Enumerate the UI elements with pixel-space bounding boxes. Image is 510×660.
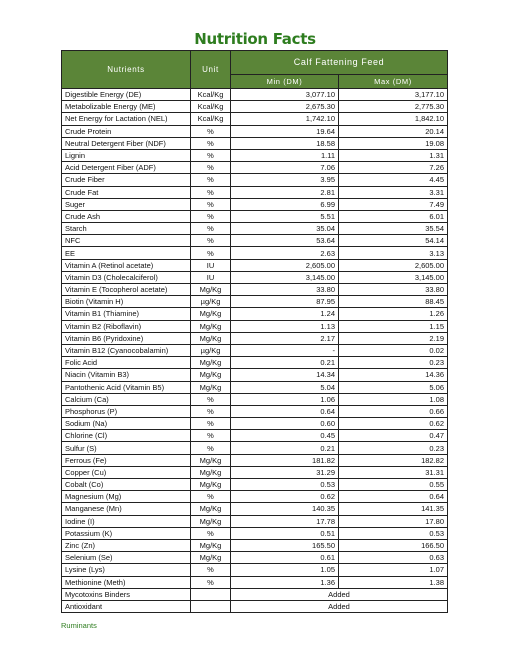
nutrient-max: 3,145.00 [339,271,448,283]
nutrient-name: Neutral Detergent Fiber (NDF) [62,137,191,149]
nutrient-name: Crude Fat [62,186,191,198]
nutrient-max: 4.45 [339,174,448,186]
header-max: Max (DM) [339,74,448,88]
nutrient-name: EE [62,247,191,259]
table-row [62,479,448,491]
nutrient-min: 2.63 [231,247,339,259]
nutrient-unit: µg/Kg [191,344,231,356]
nutrient-max: 0.62 [339,418,448,430]
table-row [62,235,448,247]
table-row [62,357,448,369]
nutrient-name: Crude Protein [62,125,191,137]
nutrient-min: 0.21 [231,357,339,369]
nutrient-name: Vitamin B6 (Pyridoxine) [62,332,191,344]
nutrient-name: Acid Detergent Fiber (ADF) [62,162,191,174]
nutrient-max: 1.08 [339,393,448,405]
nutrient-name: Sodium (Na) [62,418,191,430]
nutrient-name: Phosphorus (P) [62,405,191,417]
nutrient-name: Pantothenic Acid (Vitamin B5) [62,381,191,393]
nutrient-name: Vitamin B1 (Thiamine) [62,308,191,320]
nutrient-min: 140.35 [231,503,339,515]
nutrient-unit: Mg/Kg [191,552,231,564]
nutrient-min: 31.29 [231,466,339,478]
nutrient-unit: % [191,564,231,576]
nutrient-max: 0.64 [339,491,448,503]
table-row [62,381,448,393]
nutrient-min: 181.82 [231,454,339,466]
nutrient-name: Copper (Cu) [62,466,191,478]
nutrient-max: 0.23 [339,442,448,454]
nutrient-name: Net Energy for Lactation (NEL) [62,113,191,125]
nutrient-name: Magnesium (Mg) [62,491,191,503]
nutrient-name: Methionine (Meth) [62,576,191,588]
nutrient-name: Biotin (Vitamin H) [62,296,191,308]
table-row [62,320,448,332]
nutrient-unit: IU [191,259,231,271]
nutrient-max: 17.80 [339,515,448,527]
nutrient-min: 0.61 [231,552,339,564]
nutrient-name: Crude Ash [62,210,191,222]
nutrient-min: 3,145.00 [231,271,339,283]
table-row [62,308,448,320]
nutrient-min: 3,077.10 [231,89,339,101]
nutrient-max: 54.14 [339,235,448,247]
nutrient-name: Iodine (I) [62,515,191,527]
nutrient-unit [191,588,231,600]
nutrient-min: 0.53 [231,479,339,491]
nutrient-unit: % [191,491,231,503]
nutrient-max: 1.07 [339,564,448,576]
table-row [62,271,448,283]
nutrient-min: 6.99 [231,198,339,210]
nutrient-max: 7.49 [339,198,448,210]
table-row [62,149,448,161]
nutrient-unit: Mg/Kg [191,320,231,332]
nutrient-min: 1.05 [231,564,339,576]
nutrient-unit: % [191,247,231,259]
table-row [62,296,448,308]
nutrient-name: Vitamin B12 (Cyanocobalamin) [62,344,191,356]
nutrient-unit: Mg/Kg [191,308,231,320]
nutrient-min: 19.64 [231,125,339,137]
nutrient-unit: Mg/Kg [191,515,231,527]
nutrient-unit: % [191,174,231,186]
nutrient-name: Suger [62,198,191,210]
nutrient-unit: % [191,235,231,247]
table-row [62,186,448,198]
nutrient-min: 0.21 [231,442,339,454]
nutrient-min: 87.95 [231,296,339,308]
nutrient-name: Calcium (Ca) [62,393,191,405]
nutrient-min: 17.78 [231,515,339,527]
nutrient-max: 20.14 [339,125,448,137]
header-nutrients: Nutrients [62,51,191,89]
nutrient-min: 0.51 [231,527,339,539]
nutrient-name: Potassium (K) [62,527,191,539]
nutrient-name: Folic Acid [62,357,191,369]
nutrient-unit: Mg/Kg [191,369,231,381]
nutrient-min: 53.64 [231,235,339,247]
nutrient-name: Lignin [62,149,191,161]
nutrient-max: 182.82 [339,454,448,466]
table-row [62,454,448,466]
nutrient-unit: IU [191,271,231,283]
nutrient-max: 14.36 [339,369,448,381]
nutrient-max: 0.02 [339,344,448,356]
nutrient-name: Antioxidant [62,600,191,612]
nutrient-name: Vitamin D3 (Cholecalciferol) [62,271,191,283]
nutrient-max: 7.26 [339,162,448,174]
nutrient-unit: % [191,405,231,417]
nutrient-max: 1,842.10 [339,113,448,125]
table-row [62,162,448,174]
nutrient-unit: Kcal/Kg [191,101,231,113]
nutrient-name: Vitamin E (Tocopherol acetate) [62,284,191,296]
nutrient-name: Crude Fiber [62,174,191,186]
nutrient-unit: Mg/Kg [191,503,231,515]
nutrient-added-value: Added [231,600,448,612]
table-row [62,442,448,454]
nutrient-max: 2,775.30 [339,101,448,113]
nutrient-unit [191,600,231,612]
table-row [62,552,448,564]
nutrient-min: 1.24 [231,308,339,320]
nutrient-min: 33.80 [231,284,339,296]
nutrient-max: 88.45 [339,296,448,308]
table-row [62,223,448,235]
nutrient-max: 1.15 [339,320,448,332]
nutrient-name: Cobalt (Co) [62,479,191,491]
nutrient-name: Chlorine (Cl) [62,430,191,442]
nutrient-unit: Mg/Kg [191,284,231,296]
nutrient-name: Digestible Energy (DE) [62,89,191,101]
nutrient-name: Metabolizable Energy (ME) [62,101,191,113]
nutrient-max: 3.31 [339,186,448,198]
nutrient-unit: % [191,527,231,539]
table-row [62,369,448,381]
table-row [62,466,448,478]
nutrient-min: 7.06 [231,162,339,174]
nutrient-name: Starch [62,223,191,235]
table-row [62,247,448,259]
nutrient-max: 2,605.00 [339,259,448,271]
nutrient-unit: % [191,137,231,149]
nutrient-unit: % [191,223,231,235]
nutrient-min: 2,605.00 [231,259,339,271]
nutrient-max: 0.23 [339,357,448,369]
table-row [62,174,448,186]
nutrient-unit: µg/Kg [191,296,231,308]
nutrient-unit: % [191,125,231,137]
nutrient-min: 35.04 [231,223,339,235]
table-row [62,284,448,296]
nutrient-max: 0.66 [339,405,448,417]
nutrient-unit: % [191,149,231,161]
nutrient-max: 0.63 [339,552,448,564]
nutrient-name: Vitamin B2 (Riboflavin) [62,320,191,332]
nutrient-min: 0.64 [231,405,339,417]
nutrient-unit: % [191,186,231,198]
nutrient-min: 14.34 [231,369,339,381]
table-body [62,89,448,613]
nutrient-min: 165.50 [231,539,339,551]
table-row [62,137,448,149]
nutrient-min: 0.60 [231,418,339,430]
nutrient-unit: % [191,393,231,405]
table-row [62,101,448,113]
table-row [62,332,448,344]
nutrient-unit: Mg/Kg [191,539,231,551]
nutrient-min: 5.04 [231,381,339,393]
nutrient-unit: % [191,162,231,174]
nutrient-min: - [231,344,339,356]
nutrient-max: 3.13 [339,247,448,259]
nutrient-min: 3.95 [231,174,339,186]
header-min: Min (DM) [231,74,339,88]
nutrient-min: 1.06 [231,393,339,405]
nutrient-max: 0.53 [339,527,448,539]
nutrient-unit: % [191,576,231,588]
nutrient-unit: % [191,198,231,210]
nutrient-max: 31.31 [339,466,448,478]
table-row [62,503,448,515]
nutrient-min: 0.62 [231,491,339,503]
nutrient-max: 141.35 [339,503,448,515]
table-row [62,515,448,527]
table-row [62,588,448,600]
table-row [62,600,448,612]
table-row [62,418,448,430]
page-title: Nutrition Facts [194,30,316,48]
table-row [62,89,448,101]
nutrient-max: 33.80 [339,284,448,296]
nutrient-name: Vitamin A (Retinol acetate) [62,259,191,271]
header-unit: Unit [191,51,231,89]
table-row [62,527,448,539]
nutrient-min: 2.81 [231,186,339,198]
footer-brand: Ruminants [61,621,97,630]
nutrient-max: 1.26 [339,308,448,320]
table-row [62,576,448,588]
nutrient-unit: % [191,210,231,222]
nutrient-max: 19.08 [339,137,448,149]
nutrient-unit: Mg/Kg [191,357,231,369]
table-row [62,564,448,576]
nutrient-unit: % [191,430,231,442]
nutrient-name: Selenium (Se) [62,552,191,564]
nutrient-unit: Kcal/Kg [191,113,231,125]
nutrient-max: 1.31 [339,149,448,161]
nutrient-name: Lysine (Lys) [62,564,191,576]
nutrient-min: 1.11 [231,149,339,161]
nutrient-unit: Mg/Kg [191,479,231,491]
nutrient-unit: % [191,442,231,454]
nutrient-name: NFC [62,235,191,247]
nutrient-name: Sulfur (S) [62,442,191,454]
table-row [62,210,448,222]
nutrient-added-value: Added [231,588,448,600]
nutrient-max: 0.55 [339,479,448,491]
header-feed: Calf Fattening Feed [231,51,448,75]
nutrient-min: 1.13 [231,320,339,332]
nutrient-max: 2.19 [339,332,448,344]
table-row [62,344,448,356]
nutrient-unit: Mg/Kg [191,381,231,393]
nutrient-min: 2,675.30 [231,101,339,113]
table-row [62,405,448,417]
nutrient-name: Ferrous (Fe) [62,454,191,466]
nutrient-max: 166.50 [339,539,448,551]
nutrient-unit: Mg/Kg [191,466,231,478]
nutrient-max: 1.38 [339,576,448,588]
table-row [62,198,448,210]
nutrient-name: Manganese (Mn) [62,503,191,515]
nutrient-min: 1.36 [231,576,339,588]
nutrient-name: Mycotoxins Binders [62,588,191,600]
table-row [62,113,448,125]
nutrient-name: Niacin (Vitamin B3) [62,369,191,381]
table-row [62,430,448,442]
nutrient-max: 3,177.10 [339,89,448,101]
table-row [62,491,448,503]
nutrition-table [61,50,448,613]
nutrient-min: 1,742.10 [231,113,339,125]
table-row [62,125,448,137]
nutrient-unit: Mg/Kg [191,454,231,466]
nutrient-max: 0.47 [339,430,448,442]
table-row [62,259,448,271]
table-row [62,393,448,405]
nutrient-max: 5.06 [339,381,448,393]
nutrient-unit: % [191,418,231,430]
nutrient-unit: Kcal/Kg [191,89,231,101]
nutrient-unit: Mg/Kg [191,332,231,344]
nutrient-min: 0.45 [231,430,339,442]
nutrient-max: 6.01 [339,210,448,222]
nutrient-min: 5.51 [231,210,339,222]
nutrient-min: 2.17 [231,332,339,344]
nutrient-max: 35.54 [339,223,448,235]
nutrient-name: Zinc (Zn) [62,539,191,551]
nutrient-min: 18.58 [231,137,339,149]
table-row [62,539,448,551]
